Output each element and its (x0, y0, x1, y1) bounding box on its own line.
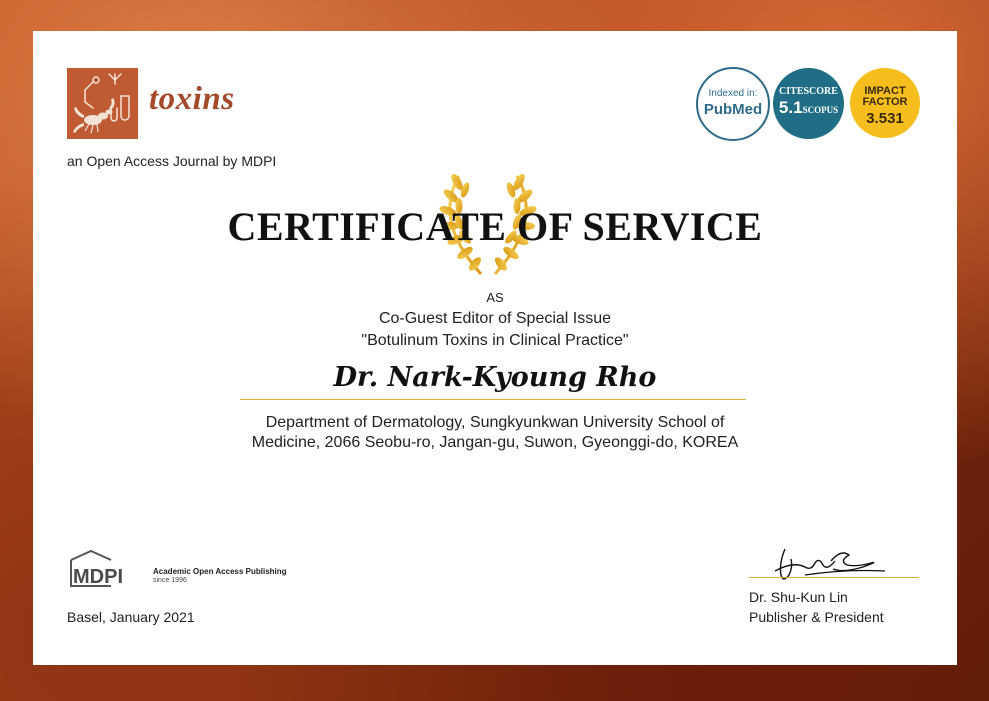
recipient-name: Dr. Nark-Kyoung Rho (333, 362, 657, 393)
certificate-title: CERTIFICATE OF SERVICE (227, 204, 763, 249)
signer-title: Publisher & President (749, 609, 884, 625)
impact-factor-badge (850, 68, 920, 138)
special-issue-title: "Botulinum Toxins in Clinical Practice" (361, 332, 629, 349)
impact-factor-label-line1: IMPACT (864, 85, 906, 97)
citescore-source: SCOPUS (802, 105, 839, 115)
citescore-badge-value-line (773, 98, 844, 118)
pubmed-badge (696, 67, 770, 141)
mdpi-since: since 1996 (153, 577, 187, 584)
as-label: AS (486, 290, 504, 305)
mdpi-logo-text: MDPI (73, 566, 123, 588)
citescore-value: 5.1 (778, 98, 803, 117)
pubmed-badge-name: PubMed (703, 101, 763, 118)
citescore-badge-label: CITESCORE (779, 86, 838, 97)
journal-name: toxins (149, 81, 235, 117)
mdpi-logo-icon (67, 550, 151, 590)
affiliation-line-1: Department of Dermatology, Sungkyunkwan University School of (265, 414, 725, 431)
citescore-badge (773, 68, 844, 139)
impact-factor-value: 3.531 (866, 110, 904, 127)
recipient-underline (240, 399, 746, 400)
place-and-date: Basel, January 2021 (67, 609, 195, 625)
pubmed-badge-label: Indexed in: (708, 88, 758, 99)
signature-image (745, 541, 895, 586)
impact-factor-label-line2: FACTOR (862, 96, 908, 108)
certificate-sheet (33, 31, 957, 665)
journal-logo-icon (67, 68, 138, 139)
service-role: Co-Guest Editor of Special Issue (378, 310, 612, 327)
journal-tagline: an Open Access Journal by MDPI (67, 153, 277, 169)
affiliation-line-2: Medicine, 2066 Seobu-ro, Jangan-gu, Suwon, Gyeonggi-do, KOREA (251, 434, 739, 451)
impact-factor-label (850, 86, 920, 108)
signature-line (749, 577, 919, 578)
signer-name: Dr. Shu-Kun Lin (749, 589, 848, 605)
mdpi-tagline: Academic Open Access Publishing (153, 567, 287, 576)
